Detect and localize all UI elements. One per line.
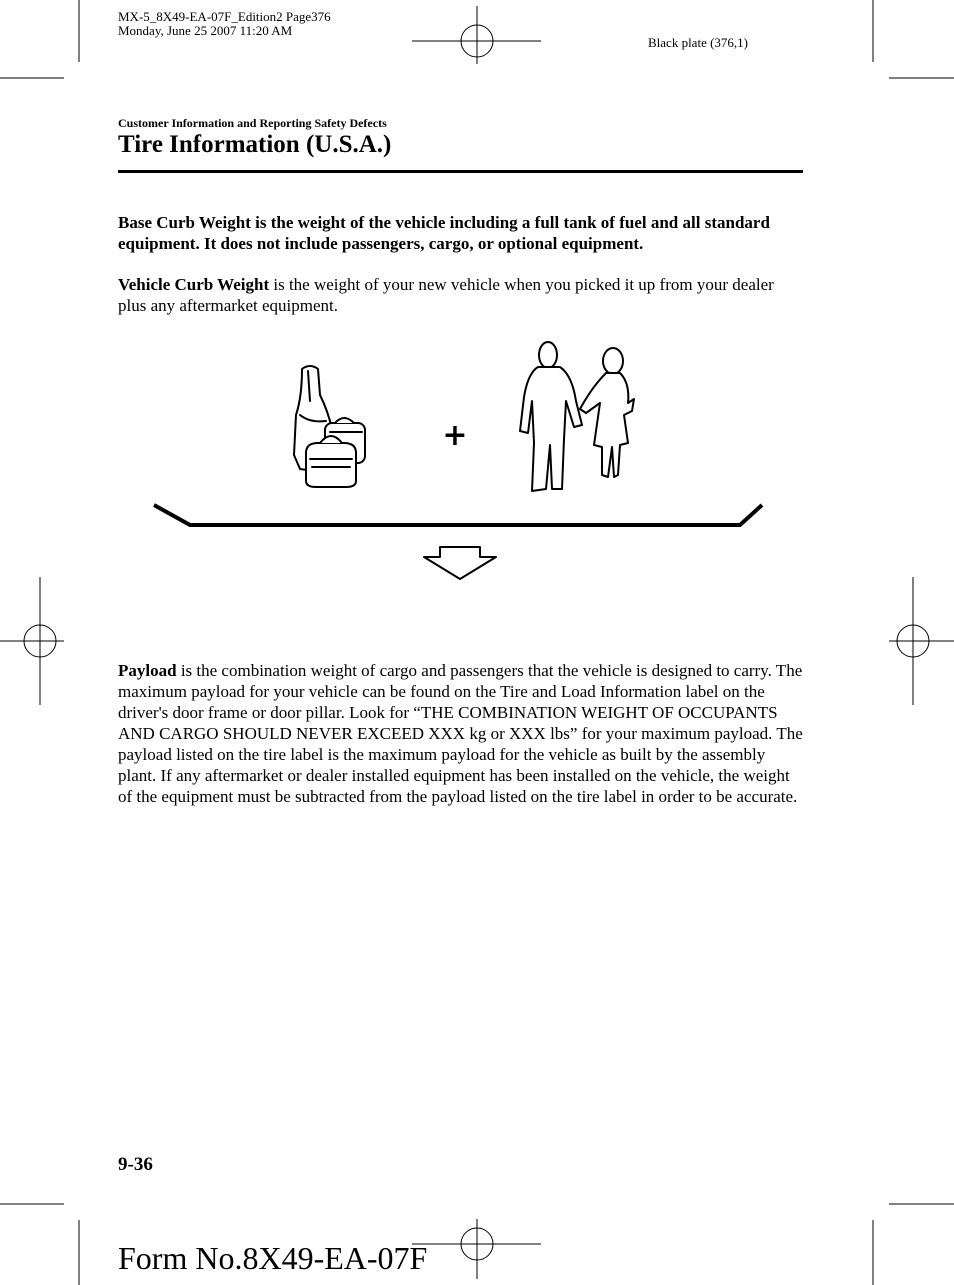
registration-mark-right xyxy=(889,577,954,705)
payload-paragraph xyxy=(118,660,803,807)
woman-silhouette-icon xyxy=(580,348,634,477)
title-rule xyxy=(118,170,803,173)
payload-definition: is the combination weight of cargo and passengers that the vehicle is designed to carry. The maximum payload for your vehicle can be found on the Tire and Load Information label on the driver's door frame or door pillar. Look for “THE COMBINATION WEIGHT OF OCCUPANTS AND CARGO SHOULD NEVER EXCEED XXX kg or XXX lbs” for your maximum payload. The payload listed on the tire label is the maximum payload for the vehicle as built by the assembly plant. If any aftermarket or dealer installed equipment has been installed on the vehicle, the weight of the equipment must be subtracted from the payload listed on the tire label in order to be accurate. xyxy=(118,661,803,806)
payload-illustration xyxy=(150,335,770,585)
vehicle-curb-weight-definition: is the weight of your new vehicle when you picked it up from your dealer plus any aftermarket equipment. xyxy=(118,275,774,315)
plus-symbol: + xyxy=(442,418,468,453)
registration-mark-top xyxy=(412,6,541,64)
bracket-line xyxy=(154,505,762,525)
black-plate-label: Black plate (376,1) xyxy=(648,35,748,50)
base-curb-weight-paragraph: Base Curb Weight is the weight of the vehicle including a full tank of fuel and all standard equipment. It does not include passengers, cargo, or optional equipment. xyxy=(118,213,770,253)
duffel-bag-icon xyxy=(306,436,356,487)
print-info xyxy=(118,10,331,38)
print-info-date: Monday, June 25 2007 11:20 AM xyxy=(118,23,293,38)
page-title: Tire Information (U.S.A.) xyxy=(118,131,392,158)
form-number: Form No.8X49-EA-07F xyxy=(118,1240,428,1276)
vehicle-curb-weight-paragraph xyxy=(118,274,803,316)
payload-term: Payload xyxy=(118,661,177,680)
print-info-file: MX-5_8X49-EA-07F_Edition2 Page376 xyxy=(118,9,331,24)
registration-mark-left xyxy=(0,577,64,705)
down-arrow-icon xyxy=(424,547,496,579)
page-number: 9-36 xyxy=(118,1154,153,1175)
section-label: Customer Information and Reporting Safety Defects xyxy=(118,116,387,130)
man-silhouette-icon xyxy=(520,342,582,491)
registration-mark-bottom xyxy=(412,1219,541,1279)
vehicle-curb-weight-term: Vehicle Curb Weight xyxy=(118,275,270,294)
